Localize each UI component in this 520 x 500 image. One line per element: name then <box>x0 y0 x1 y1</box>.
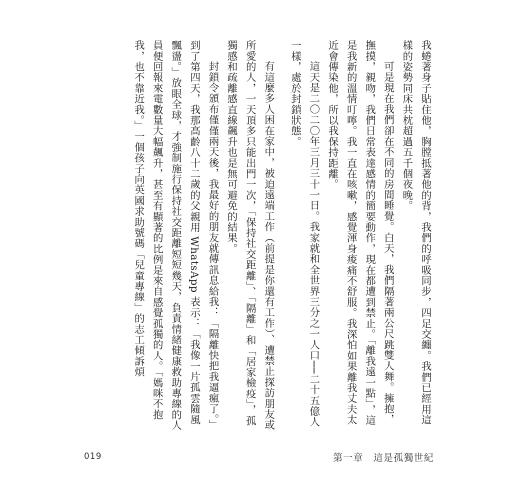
paragraph: 封鎖令頒布僅僅兩天後，我最好的朋友就傳訊息給我：「隔離快把我逼瘋了。」到了第四天，我那高齡八十二歲的父親用 WhatsApp 表示：「我像一片孤雲隨風飄盪。」放眼全球，才強制施行保持社交距離短短幾天，負責情緒健康救助專線的人員便回報來電數量大幅飆升，甚至有顯著的比例是來自感覺孤獨的人。「媽咪不抱我，也不靠近我。」一個孩子向英國求助號碼「兒童專線」的志工傾訴煩 <box>132 40 219 431</box>
body-text <box>121 40 435 432</box>
paragraph: 我蜷著身子貼住他，胸膛抵著他的背，我們的呼吸同步，四足交纏。我們已經用這樣的姿勢同床共枕超過五千個夜晚。 <box>400 40 431 426</box>
paragraph: 有這麼多人困在家中，被迫遠端工作（前提是你還有工作）、遭禁止探訪朋友或所愛的人，一天頂多只能出門一次，「保持社交距離」、「隔離」和「居家檢疫」，孤獨感和疏離感直線飆升也是無可避免的結果。 <box>225 40 275 430</box>
paragraph: 這天是二〇二〇年三月三十一日。我家就和全世界三分之一人口──二十五億人一樣，處於封鎖狀態。 <box>288 40 320 427</box>
paragraph: 可是現在我們卻在不同的房間睡覺。白天，我們隔著兩公尺跳雙人舞。擁抱，撫摸，親吻，我們日常表達感情的簡要動作，現在都遭到禁止。「離我遠一點」，這是我新的溫情叮嚀。我一直在咳嗽，感覺渾身痠痛不舒服。我深怕如果離我丈夫太近會傳染他，所以我保持距離。 <box>326 40 394 426</box>
page-number: 019 <box>84 452 102 462</box>
running-header <box>333 450 434 464</box>
chapter-title: 這是孤獨世紀 <box>373 453 434 464</box>
chapter-label: 第一章 <box>333 453 364 464</box>
